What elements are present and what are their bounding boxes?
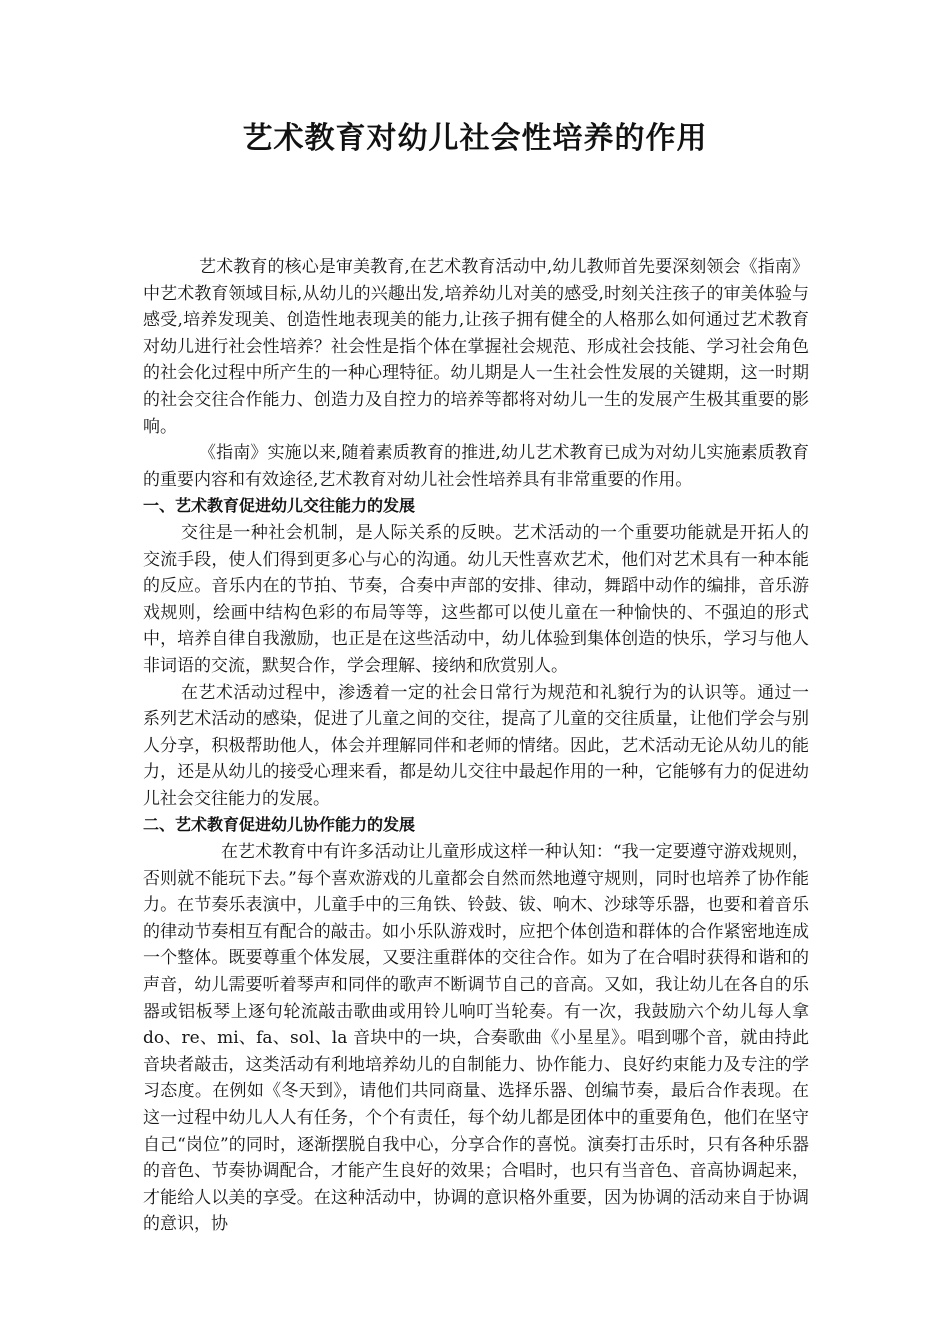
page-title: 艺术教育对幼儿社会性培养的作用 xyxy=(242,121,708,156)
paragraph-communication-2: 在艺术活动过程中，渗透着一定的社会日常行为规范和礼貌行为的认识等。通过一系列艺术活动的感染，促进了儿童之间的交往，提高了儿童的交往质量，让他们学会与别人分享，积极帮助他人，体会并理解同伴和老师的情绪。因此，艺术活动无论从幼儿的能力，还是从幼儿的接受心理来看，都是幼儿交往中最起作用的一种，它能够有力的促进幼儿社会交往能力的发展。 xyxy=(143,682,809,809)
paragraph-guide: 《指南》实施以来,随着素质教育的推进,幼儿艺术教育已成为对幼儿实施素质教育的重要内容和有效途径,艺术教育对幼儿社会性培养具有非常重要的作用。 xyxy=(143,443,809,490)
paragraph-cooperation: 在艺术教育中有许多活动让儿童形成这样一种认知：“我一定要遵守游戏规则，否则就不能玩下去。”每个喜欢游戏的儿童都会自然而然地遵守规则，同时也培养了协作能力。在节奏乐表演中，儿童手中的三角铁、铃鼓、钹、响木、沙球等乐器，也要和着音乐的律动节奏相互有配合的敲击。如小乐队游戏时，应把个体创造和群体的合作紧密地连成一个整体。既要尊重个体发展，又要注重群体的交往合作。如为了在合唱时获得和谐和的声音，幼儿需要听着琴声和同伴的歌声不断调节自己的音高。又如，我让幼儿在各自的乐器或铝板琴上逐句轮流敲击歌曲或用铃儿响叮当轮奏。有一次，我鼓励六个幼儿每人拿 do、re、mi、fa、sol、la 音块中的一块，合奏歌曲《小星星》。唱到哪个音，就由持此音块者敲击，这类活动有利地培养幼儿的自制能力、协作能力、良好约束能力及专注的学习态度。在例如《冬天到》，请他们共同商量、选择乐器、创编节奏，最后合作表现。在这一过程中幼儿人人有任务，个个有责任，每个幼儿都是团体中的重要角色，他们在坚守自己“岗位”的同时，逐渐摆脱自我中心，分享合作的喜悦。演奏打击乐时，只有各种乐器的音色、节奏协调配合，才能产生良好的效果；合唱时，也只有当音色、音高协调起来，才能给人以美的享受。在这种活动中，协调的意识格外重要，因为协调的活动来自于协调的意识，协 xyxy=(143,842,809,1235)
section-heading-cooperation: 二、艺术教育促进幼儿协作能力的发展 xyxy=(143,815,416,835)
paragraph-intro: 艺术教育的核心是审美教育,在艺术教育活动中,幼儿教师首先要深刻领会《指南》中艺术教育领域目标,从幼儿的兴趣出发,培养幼儿对美的感受,时刻关注孩子的审美体验与感受,培养发现美、创造性地表现美的能力,让孩子拥有健全的人格那么如何通过艺术教育对幼儿进行社会性培养？社会性是指个体在掌握社会规范、形成社会技能、学习社会角色的社会化过程中所产生的一种心理特征。幼儿期是人一生社会性发展的关键期，这一时期的社会交往合作能力、创造力及自控力的培养等都将对幼儿一生的发展产生极其重要的影响。 xyxy=(143,257,809,437)
section-heading-communication: 一、艺术教育促进幼儿交往能力的发展 xyxy=(143,496,416,516)
paragraph-communication-1: 交往是一种社会机制，是人际关系的反映。艺术活动的一个重要功能就是开拓人的交流手段，使人们得到更多心与心的沟通。幼儿天性喜欢艺术，他们对艺术具有一种本能的反应。音乐内在的节拍、节奏，合奏中声部的安排、律动，舞蹈中动作的编排，音乐游戏规则，绘画中结构色彩的布局等等，这些都可以使儿童在一种愉快的、不强迫的形式中，培养自律自我激励，也正是在这些活动中，幼儿体验到集体创造的快乐，学习与他人非词语的交流，默契合作，学会理解、接纳和欣赏别人。 xyxy=(143,522,809,676)
document-body xyxy=(143,254,809,1238)
